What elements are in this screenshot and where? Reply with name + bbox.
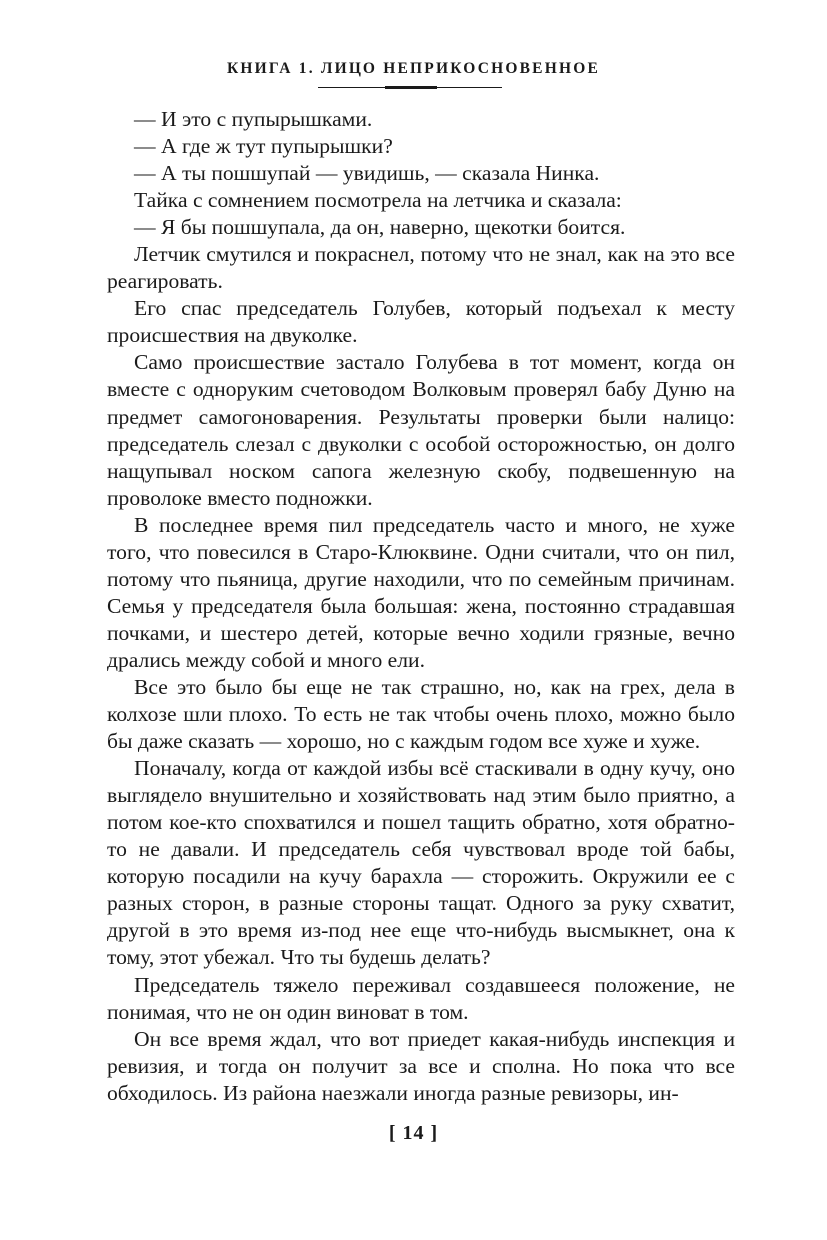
paragraph: — А где ж тут пупырышки? <box>134 134 393 159</box>
paragraph: — Я бы пошшупала, да он, наверно, щекотки боится. <box>134 215 626 240</box>
paragraph: Тайка с сомнением посмотрела на летчика и сказала: <box>134 188 622 213</box>
paragraph: Летчик смутился и покраснел, потому что не знал, как на это все реагировать. <box>107 242 735 294</box>
body-text <box>107 106 735 1107</box>
page-number: [ 14 ] <box>388 1122 439 1144</box>
paragraph: — А ты пошшупай — увидишь, — сказала Нинка. <box>134 161 600 186</box>
paragraph: Все это было бы еще не так страшно, но, как на грех, дела в колхозе шли плохо. То есть не так чтобы очень плохо, можно было бы даже сказать — хорошо, но с каждым годом все хуже и хуже. <box>107 674 735 754</box>
paragraph: Он все время ждал, что вот приедет какая-нибудь инспекция и ревизия, и тогда он получит за все и сполна. Но пока что все обходилось. Из района наезжали иногда разные ревизоры, ин- <box>107 1026 735 1105</box>
header-rule-thick-bar <box>385 86 437 89</box>
running-title: КНИГА 1. ЛИЦО НЕПРИКОСНОВЕННОЕ <box>226 60 601 77</box>
paragraph: Поначалу, когда от каждой избы всё стаскивали в одну кучу, оно выглядело внушительно и хозяйствовать над этим было приятно, а потом кое-кто спохватился и пошел тащить обратно, хотя обратно-то не давали. И председатель себя чувствовал вроде той бабы, которую посадили на кучу барахла — сторожить. Окружили ее с разных сторон, в разные стороны тащат. Одного за руку схватит, другой в это время из-под нее еще что-нибудь высмыкнет, она к тому, этот убежал. Что ты будешь делать? <box>107 756 735 970</box>
paragraph: В последнее время пил председатель часто и много, не хуже того, что повесился в Старо-Клюквине. Одни считали, что он пил, потому что пьяница, другие находили, что по семейным причинам. Семья у председателя была большая: жена, постоянно страдавшая почками, и шестеро детей, которые вечно ходили грязные, вечно дрались между собой и много ели. <box>107 512 735 672</box>
paragraph: Само происшествие застало Голубева в тот момент, когда он вместе с одноруким счетоводом Волковым проверял бабу Дуню на предмет самогоноварения. Результаты проверки были налицо: председатель слезал с двуколки с особой осторожностью, он долго нащупывал носком сапога железную скобу, подвешенную на проволоке вместо подножки. <box>107 350 735 510</box>
paragraph: — И это с пупырышками. <box>134 107 373 131</box>
paragraph: Председатель тяжело переживал создавшееся положение, не понимая, что не он один виноват в том. <box>107 972 735 1024</box>
header-rule <box>318 86 502 90</box>
paragraph: Его спас председатель Голубев, который подъехал к месту происшествия на двуколке. <box>107 296 735 348</box>
